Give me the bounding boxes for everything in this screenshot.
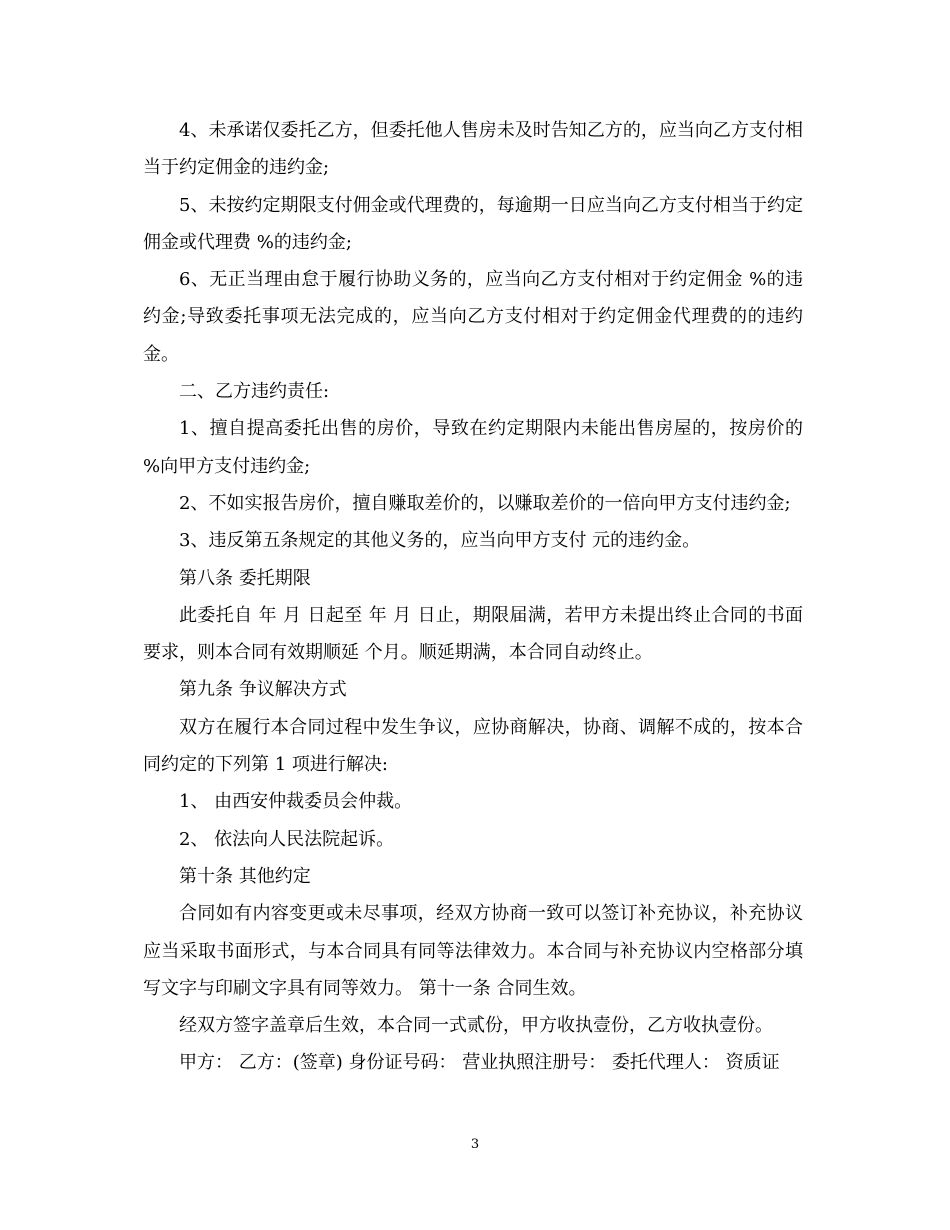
paragraph: 6、无正当理由怠于履行协助义务的，应当向乙方支付相对于约定佣金 %的违约金;导致委托事项无法完成的，应当向乙方支付相对于约定佣金代理费的的违约金。 [143, 269, 803, 365]
paragraph: 合同如有内容变更或未尽事项，经双方协商一致可以签订补充协议，补充协议应当采取书面形式，与本合同具有同等法律效力。本合同与补充协议内空格部分填写文字与印刷文字具有同等效力。 第十一条 合同生效。 [143, 903, 803, 999]
list-item: 1、 由西安仲裁委员会仲裁。 [179, 791, 413, 813]
paragraph: 双方在履行本合同过程中发生争议，应协商解决，协商、调解不成的，按本合同约定的下列第 1 项进行解决: [143, 716, 803, 776]
paragraph: 3、违反第五条规定的其他义务的，应当向甲方支付 元的违约金。 [179, 530, 701, 552]
signature-line: 甲方： 乙方：(签章) 身份证号码： 营业执照注册号： 委托代理人： 资质证 [179, 1052, 780, 1074]
paragraph: 2、不如实报告房价，擅自赚取差价的，以赚取差价的一倍向甲方支付违约金; [179, 492, 791, 514]
paragraph: 5、未按约定期限支付佣金或代理费的，每逾期一日应当向乙方支付相当于约定佣金或代理费 %的违约金; [143, 194, 803, 253]
section-heading: 二、乙方违约责任: [179, 381, 330, 403]
article-heading: 第十条 其他约定 [179, 865, 311, 887]
page-number: 3 [470, 1137, 480, 1152]
paragraph: 4、未承诺仅委托乙方，但委托他人售房未及时告知乙方的，应当向乙方支付相当于约定佣金的违约金; [143, 120, 803, 179]
paragraph: 此委托自 年 月 日起至 年 月 日止，期限届满，若甲方未提出终止合同的书面要求，则本合同有效期顺延 个月。顺延期满，本合同自动终止。 [143, 604, 803, 664]
article-heading: 第九条 争议解决方式 [179, 679, 347, 701]
list-item: 2、 依法向人民法院起诉。 [179, 828, 395, 850]
paragraph: 1、擅自提高委托出售的房价，导致在约定期限内未能出售房屋的，按房价的 %向甲方支付违约金; [143, 418, 803, 477]
article-heading: 第八条 委托期限 [179, 567, 311, 589]
document-body [143, 112, 803, 1082]
paragraph: 经双方签字盖章后生效，本合同一式贰份，甲方收执壹份，乙方收执壹份。 [179, 1015, 773, 1037]
